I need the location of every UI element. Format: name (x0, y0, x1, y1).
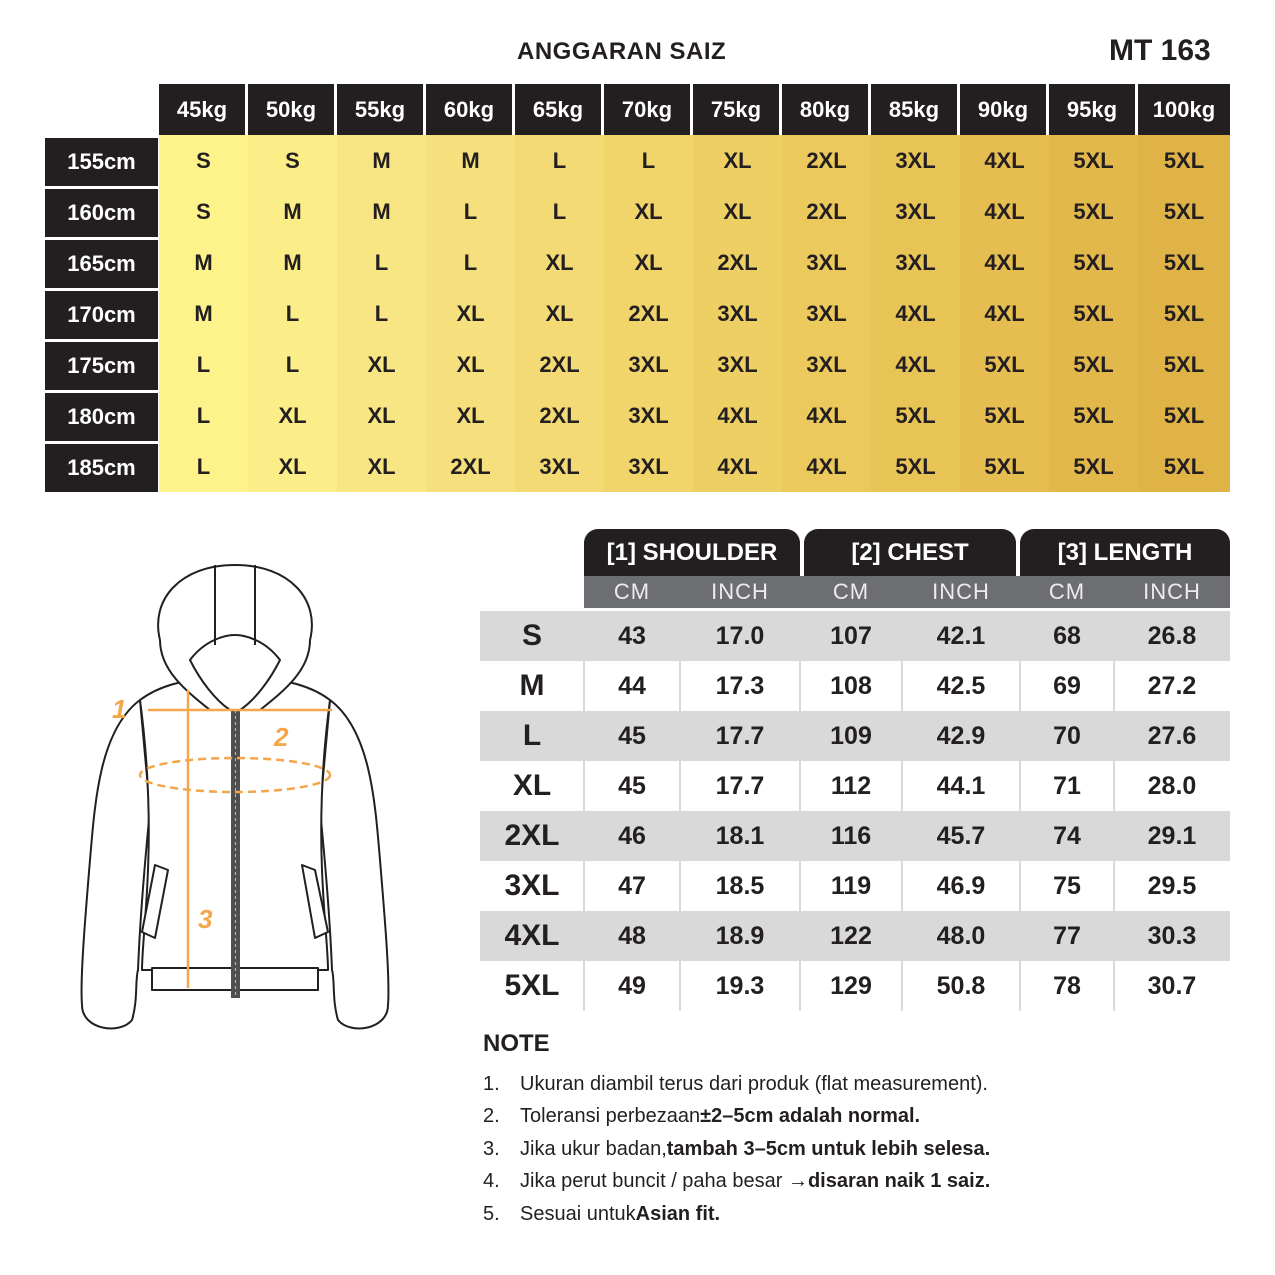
weight-header: 60kg (426, 84, 512, 135)
unit-header: CM (800, 576, 902, 608)
size-cell: 5XL (1138, 135, 1230, 186)
size-cell: XL (604, 186, 693, 237)
note-item: 3. Jika ukur badan, tambah 3–5cm untuk lebih selesa. (483, 1137, 991, 1160)
size-label: M (519, 669, 545, 702)
matrix-row (45, 237, 1230, 288)
size-cell: 2XL (426, 441, 515, 492)
size-cell: XL (693, 135, 782, 186)
measurement-value: 27.6 (1147, 721, 1197, 750)
size-cell: 3XL (782, 237, 871, 288)
size-cell: 3XL (515, 441, 604, 492)
weight-header: 95kg (1049, 84, 1135, 135)
size-label: 4XL (504, 919, 560, 952)
size-cell: M (337, 135, 426, 186)
column-divider (901, 611, 903, 1011)
size-cell: 5XL (1049, 390, 1138, 441)
measurement-value: 45 (618, 771, 646, 800)
left-sleeve (82, 700, 150, 1028)
measurement-value: 119 (830, 871, 872, 900)
measurement-value: 42.9 (936, 721, 986, 750)
matrix-row (45, 441, 1230, 492)
measurement-value: 74 (1053, 821, 1081, 850)
measurement-row (480, 861, 1230, 911)
size-cell: L (337, 237, 426, 288)
size-label: 5XL (504, 969, 560, 1002)
measurement-value: 27.2 (1147, 671, 1197, 700)
page-title: ANGGARAN SAIZ (517, 38, 727, 65)
size-cell: 5XL (1049, 186, 1138, 237)
measurement-value: 46.9 (936, 871, 986, 900)
unit-header: CM (1020, 576, 1114, 608)
size-cell: 5XL (871, 390, 960, 441)
size-cell: 3XL (871, 237, 960, 288)
column-divider (799, 611, 801, 1011)
size-label: L (522, 719, 542, 752)
size-label: S (521, 619, 542, 652)
matrix-row (45, 288, 1230, 339)
size-cell: L (159, 390, 248, 441)
right-sleeve (320, 700, 388, 1028)
size-cell: XL (426, 288, 515, 339)
size-cell: M (426, 135, 515, 186)
column-divider (583, 611, 585, 1011)
size-cell: 4XL (960, 186, 1049, 237)
size-cell: M (159, 237, 248, 288)
group-header-chest: [2] CHEST (804, 529, 1016, 577)
height-label: 155cm (45, 138, 158, 186)
size-cell: L (604, 135, 693, 186)
size-cell: L (159, 339, 248, 390)
matrix-row (45, 186, 1230, 237)
weight-header-row (45, 84, 1230, 135)
size-cell: XL (337, 441, 426, 492)
size-cell: S (248, 135, 337, 186)
height-label: 165cm (45, 240, 158, 288)
size-cell: 2XL (515, 390, 604, 441)
size-cell: M (337, 186, 426, 237)
group-header-length: [3] LENGTH (1020, 529, 1230, 577)
weight-header: 80kg (782, 84, 868, 135)
size-cell: L (515, 186, 604, 237)
size-cell: L (248, 288, 337, 339)
size-cell: M (159, 288, 248, 339)
measurement-row (480, 761, 1230, 811)
size-cell: XL (337, 390, 426, 441)
notes-title: NOTE (483, 1030, 550, 1057)
height-label: 185cm (45, 444, 158, 492)
measurement-value: 77 (1053, 921, 1081, 950)
size-cell: L (337, 288, 426, 339)
size-cell: S (159, 186, 248, 237)
size-cell: 4XL (960, 288, 1049, 339)
measurement-value: 69 (1053, 671, 1081, 700)
measurement-value: 30.3 (1147, 921, 1197, 950)
matrix-body (45, 135, 1230, 492)
measurement-value: 17.3 (715, 671, 765, 700)
measurement-value: 30.7 (1147, 971, 1197, 1000)
size-cell: L (515, 135, 604, 186)
size-cell: 5XL (1049, 237, 1138, 288)
column-divider (1113, 611, 1115, 1011)
column-divider (679, 611, 681, 1011)
product-code: MT 163 (1109, 34, 1211, 67)
size-cell: 5XL (1049, 441, 1138, 492)
measurement-row (480, 961, 1230, 1011)
measurement-value: 112 (830, 771, 872, 800)
size-cell: XL (515, 237, 604, 288)
measurement-value: 45 (618, 721, 646, 750)
size-cell: 4XL (960, 135, 1049, 186)
measurement-value: 129 (830, 971, 872, 1000)
matrix-row (45, 339, 1230, 390)
note-item: 1. Ukuran diambil terus dari produk (flat measurement). (483, 1072, 988, 1095)
measurement-value: 19.3 (715, 971, 765, 1000)
measurement-value: 29.5 (1147, 871, 1197, 900)
size-cell: XL (604, 237, 693, 288)
size-cell: 5XL (1138, 441, 1230, 492)
size-cell: XL (693, 186, 782, 237)
notes (483, 1030, 990, 1231)
measurement-value: 68 (1053, 621, 1081, 650)
measurement-value: 28.0 (1147, 771, 1197, 800)
matrix-row (45, 135, 1230, 186)
matrix-row (45, 390, 1230, 441)
size-cell: 4XL (782, 390, 871, 441)
measurement-value: 17.7 (715, 771, 765, 800)
measurement-value: 44 (618, 671, 646, 700)
measurement-value: 70 (1053, 721, 1081, 750)
size-cell: XL (515, 288, 604, 339)
unit-header: CM (584, 576, 680, 608)
size-cell: 5XL (1049, 339, 1138, 390)
measurement-value: 45.7 (936, 821, 986, 850)
unit-header: INCH (902, 576, 1020, 608)
size-cell: 2XL (782, 186, 871, 237)
weight-header: 50kg (248, 84, 334, 135)
measurement-value: 108 (830, 671, 872, 700)
measurement-value: 44.1 (936, 771, 986, 800)
chest-label: 2 (274, 722, 289, 752)
measurement-value: 71 (1053, 771, 1081, 800)
measurement-value: 78 (1053, 971, 1081, 1000)
weight-header: 85kg (871, 84, 957, 135)
size-cell: L (248, 339, 337, 390)
size-matrix (45, 84, 1230, 492)
measurement-value: 18.1 (715, 821, 765, 850)
measurement-row (480, 811, 1230, 861)
size-cell: 5XL (1138, 237, 1230, 288)
note-item: 5. Sesuai untuk Asian fit. (483, 1202, 721, 1225)
size-cell: 5XL (1138, 390, 1230, 441)
shoulder-label: 1 (112, 694, 127, 724)
size-label: 2XL (504, 819, 560, 852)
measurement-row (480, 711, 1230, 761)
size-cell: 5XL (1138, 288, 1230, 339)
size-cell: 3XL (871, 135, 960, 186)
size-cell: 2XL (515, 339, 604, 390)
size-cell: 3XL (693, 339, 782, 390)
measurement-row (480, 611, 1230, 661)
unit-header: INCH (680, 576, 800, 608)
measurement-value: 18.5 (715, 871, 765, 900)
measurement-value: 26.8 (1147, 621, 1197, 650)
size-cell: 3XL (604, 390, 693, 441)
size-cell: L (159, 441, 248, 492)
weight-header: 75kg (693, 84, 779, 135)
height-label: 170cm (45, 291, 158, 339)
size-cell: 4XL (960, 237, 1049, 288)
size-cell: 2XL (782, 135, 871, 186)
weight-header: 65kg (515, 84, 601, 135)
size-cell: 4XL (871, 288, 960, 339)
measurement-value: 49 (618, 971, 646, 1000)
weight-header: 55kg (337, 84, 423, 135)
size-label: 3XL (504, 869, 560, 902)
size-cell: 2XL (693, 237, 782, 288)
size-cell: 5XL (960, 441, 1049, 492)
measurement-value: 75 (1053, 871, 1081, 900)
size-label: XL (512, 769, 552, 802)
measurement-value: 42.5 (936, 671, 986, 700)
size-cell: M (248, 186, 337, 237)
measurement-value: 17.7 (715, 721, 765, 750)
unit-header: INCH (1114, 576, 1230, 608)
size-cell: 3XL (604, 441, 693, 492)
size-cell: XL (248, 390, 337, 441)
size-cell: 2XL (604, 288, 693, 339)
size-cell: L (426, 237, 515, 288)
size-cell: 5XL (1138, 339, 1230, 390)
height-label: 160cm (45, 189, 158, 237)
measurement-value: 47 (618, 871, 646, 900)
size-cell: 5XL (1049, 135, 1138, 186)
weight-header: 70kg (604, 84, 690, 135)
size-cell: 4XL (693, 441, 782, 492)
height-label: 175cm (45, 342, 158, 390)
measurement-value: 107 (830, 621, 872, 650)
measurement-value: 48.0 (936, 921, 986, 950)
note-item: 4. Jika perut buncit / paha besar → disaran naik 1 saiz. (483, 1170, 991, 1193)
size-cell: 5XL (1049, 288, 1138, 339)
size-cell: 5XL (960, 339, 1049, 390)
measurement-value: 42.1 (936, 621, 986, 650)
measurement-value: 50.8 (936, 971, 986, 1000)
measurement-value: 109 (830, 721, 872, 750)
size-cell: 3XL (782, 288, 871, 339)
size-cell: 3XL (604, 339, 693, 390)
size-cell: 5XL (1138, 186, 1230, 237)
size-cell: 4XL (693, 390, 782, 441)
size-cell: 4XL (871, 339, 960, 390)
size-cell: 5XL (871, 441, 960, 492)
measurement-value: 46 (618, 821, 646, 850)
measurement-value: 18.9 (715, 921, 765, 950)
size-cell: 3XL (782, 339, 871, 390)
size-cell: XL (337, 339, 426, 390)
size-cell: L (426, 186, 515, 237)
size-cell: XL (248, 441, 337, 492)
size-cell: M (248, 237, 337, 288)
size-cell: S (159, 135, 248, 186)
column-divider (1019, 611, 1021, 1011)
measurement-row (480, 911, 1230, 961)
size-cell: 3XL (693, 288, 782, 339)
measurement-value: 17.0 (715, 621, 765, 650)
measurement-value: 116 (830, 821, 872, 850)
weight-header: 90kg (960, 84, 1046, 135)
group-header-shoulder: [1] SHOULDER (584, 529, 800, 577)
size-cell: 3XL (871, 186, 960, 237)
size-cell: 4XL (782, 441, 871, 492)
measurement-value: 29.1 (1147, 821, 1197, 850)
measurement-row (480, 661, 1230, 711)
weight-header: 100kg (1138, 84, 1230, 135)
size-cell: XL (426, 390, 515, 441)
size-cell: XL (426, 339, 515, 390)
measurement-value: 122 (830, 921, 872, 950)
height-label: 180cm (45, 393, 158, 441)
size-cell: 5XL (960, 390, 1049, 441)
measurement-value: 48 (618, 921, 646, 950)
note-item: 2. Toleransi perbezaan ±2–5cm adalah normal. (483, 1105, 921, 1128)
weight-header: 45kg (159, 84, 245, 135)
measurement-value: 43 (618, 621, 646, 650)
jacket-diagram (60, 560, 410, 1040)
length-label: 3 (198, 904, 213, 934)
